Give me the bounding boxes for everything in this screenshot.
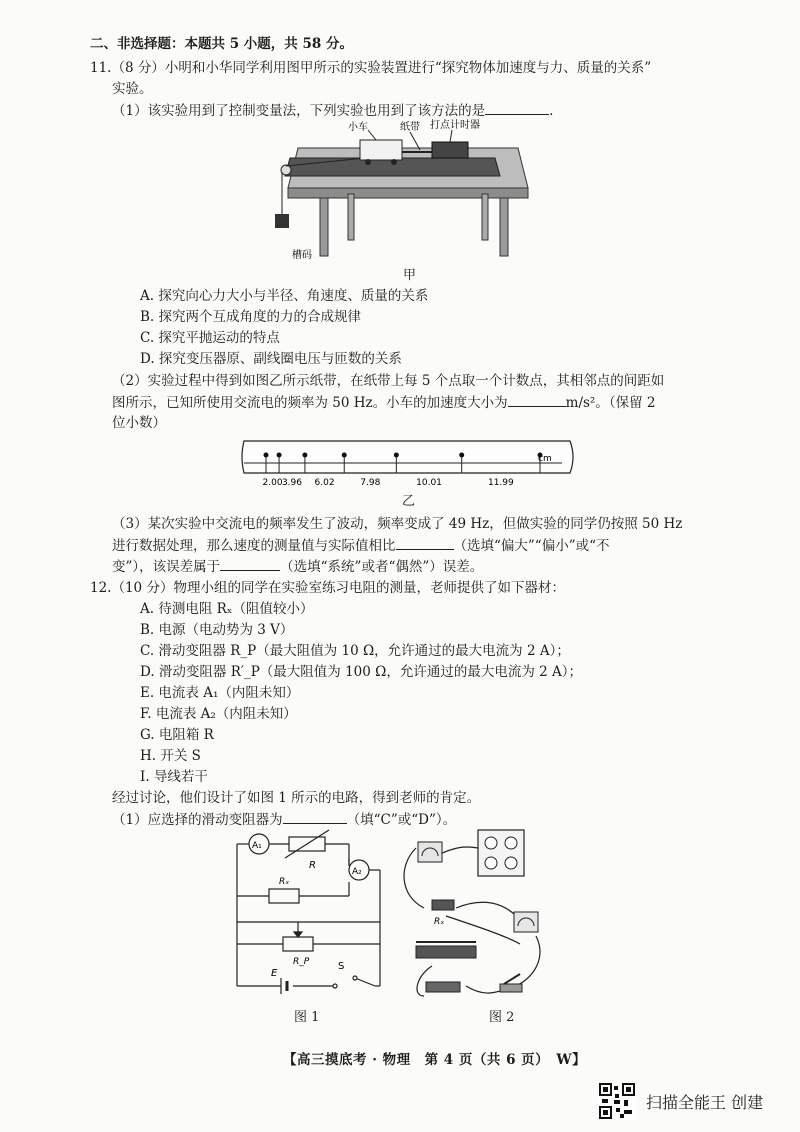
scanner-watermark: 扫描全能王 创建 [646, 1093, 764, 1112]
equipment-f: F. 电流表 A₂（内阻未知） [140, 706, 297, 722]
counting-point [459, 453, 464, 458]
figure-jia-caption: 甲 [403, 268, 417, 283]
counting-point [342, 453, 347, 458]
label-weight: 槽码 [292, 250, 312, 261]
q11-part3-text: 进行数据处理，那么速度的测量值与实际值相比 [112, 538, 396, 554]
ammeter-a2-label: A₂ [352, 867, 362, 877]
q11-part3-line3 [112, 556, 483, 577]
q12-stem: 12.（10 分）物理小组的同学在实验室练习电阻的测量，老师提供了如下器材： [90, 580, 565, 596]
circuit-diagram-fig1 [225, 826, 395, 1006]
ammeter-a1-label: A₁ [252, 841, 262, 851]
q12-discussion: 经过讨论，他们设计了如图 1 所示的电路，得到老师的肯定。 [112, 790, 481, 806]
tape-unit: cm [538, 454, 552, 464]
label-tape: 纸带 [400, 122, 420, 133]
tape-spacing-label: 2.00 [262, 478, 283, 488]
paper-tape-figure [240, 435, 580, 495]
option-b: B. 探究两个互成角度的力的合成规律 [140, 309, 362, 325]
q11-part2-line2 [112, 392, 655, 413]
q11-part2-unit: m/s²。（保留 2 [565, 395, 656, 411]
q11-stem-line2: 实验。 [112, 81, 153, 97]
equipment-b: B. 电源（电动势为 3 V） [140, 622, 294, 638]
equipment-a: A. 待测电阻 Rₓ（阻值较小） [140, 601, 314, 617]
q11-part1-text: （1）该实验用到了控制变量法，下列实验也用到了该方法的是 [112, 103, 486, 119]
tape-spacing-label: 6.02 [314, 478, 335, 488]
equipment-d: D. 滑动变阻器 R′_P（最大阻值为 100 Ω，允许通过的最大电流为 2 A）； [140, 664, 582, 680]
equipment-c: C. 滑动变阻器 R_P（最大阻值为 10 Ω，允许通过的最大电流为 2 A）； [140, 643, 570, 659]
q11-part3-line1: （3）某次实验中交流电的频率发生了波动，频率变成了 49 Hz，但做实验的同学仍按照 50 Hz [112, 516, 683, 532]
tape-spacing-label: 10.01 [416, 478, 442, 488]
equipment-i: I. 导线若干 [140, 769, 208, 785]
q11-stem-line1: 11.（8 分）小明和小华同学利用图甲所示的实验装置进行“探究物体加速度与力、质量的关系” [90, 60, 652, 76]
rx-label-fig2: Rₓ [434, 917, 445, 927]
cart-apparatus-figure [260, 118, 540, 278]
answer-blank [283, 809, 347, 824]
q12-part1-hint: （填“C”或“D”）。 [346, 812, 457, 828]
label-car: 小车 [348, 122, 368, 133]
resistor-box-label: R [309, 860, 316, 871]
q11-part2-text: 图所示，已知所使用交流电的频率为 50 Hz。小车的加速度大小为 [112, 395, 508, 411]
q11-part3-text2: 变”），该误差属于 [112, 559, 221, 575]
emf-label: E [271, 968, 278, 979]
rp-label: R_P [293, 957, 310, 967]
counting-point [277, 453, 282, 458]
rx-label: Rₓ [279, 877, 290, 887]
answer-blank [485, 100, 549, 115]
counting-point [302, 453, 307, 458]
equipment-h: H. 开关 S [140, 748, 201, 764]
q11-part3-line2 [112, 535, 610, 556]
q11-part3-hint: （选填“偏大”“偏小”或“不 [453, 538, 610, 554]
apparatus-photo-fig2 [396, 826, 556, 1006]
answer-blank [396, 535, 454, 550]
q12-part1-text: （1）应选择的滑动变阻器为 [112, 812, 283, 828]
answer-blank [220, 556, 280, 571]
option-a: A. 探究向心力大小与半径、角速度、质量的关系 [140, 288, 429, 304]
equipment-e: E. 电流表 A₁（内阻未知） [140, 685, 300, 701]
option-c: C. 探究平抛运动的特点 [140, 330, 280, 346]
q11-part3-hint2: （选填“系统”或者“偶然”）误差。 [280, 559, 484, 575]
label-timer: 打点计时器 [430, 120, 480, 131]
q11-part1: （1）该实验用到了控制变量法，下列实验也用到了该方法的是 . [112, 100, 553, 121]
switch-label: S [338, 961, 345, 972]
counting-point [394, 453, 399, 458]
tape-spacing-label: 3.96 [281, 478, 303, 488]
page-footer: 【高三摸底考 · 物理 第 4 页（共 6 页） W】 [283, 1052, 587, 1068]
q11-part2-line3: 位小数） [112, 415, 166, 431]
tape-spacing-label: 7.98 [360, 478, 381, 488]
figure-yi-caption: 乙 [402, 494, 416, 509]
qr-code-icon [598, 1082, 636, 1120]
figure-1-caption: 图 1 [294, 1010, 320, 1025]
counting-point [264, 453, 269, 458]
tape-spacing-label: 11.99 [487, 478, 514, 488]
figure-2-caption: 图 2 [489, 1010, 515, 1025]
equipment-g: G. 电阻箱 R [140, 727, 214, 743]
option-d: D. 探究变压器原、副线圈电压与匝数的关系 [140, 351, 402, 367]
section-title: 二、非选择题：本题共 5 小题，共 58 分。 [90, 36, 353, 52]
q11-part2-line1: （2）实验过程中得到如图乙所示纸带，在纸带上每 5 个点取一个计数点，其相邻点的间距如 [112, 373, 665, 389]
answer-blank [508, 392, 566, 407]
